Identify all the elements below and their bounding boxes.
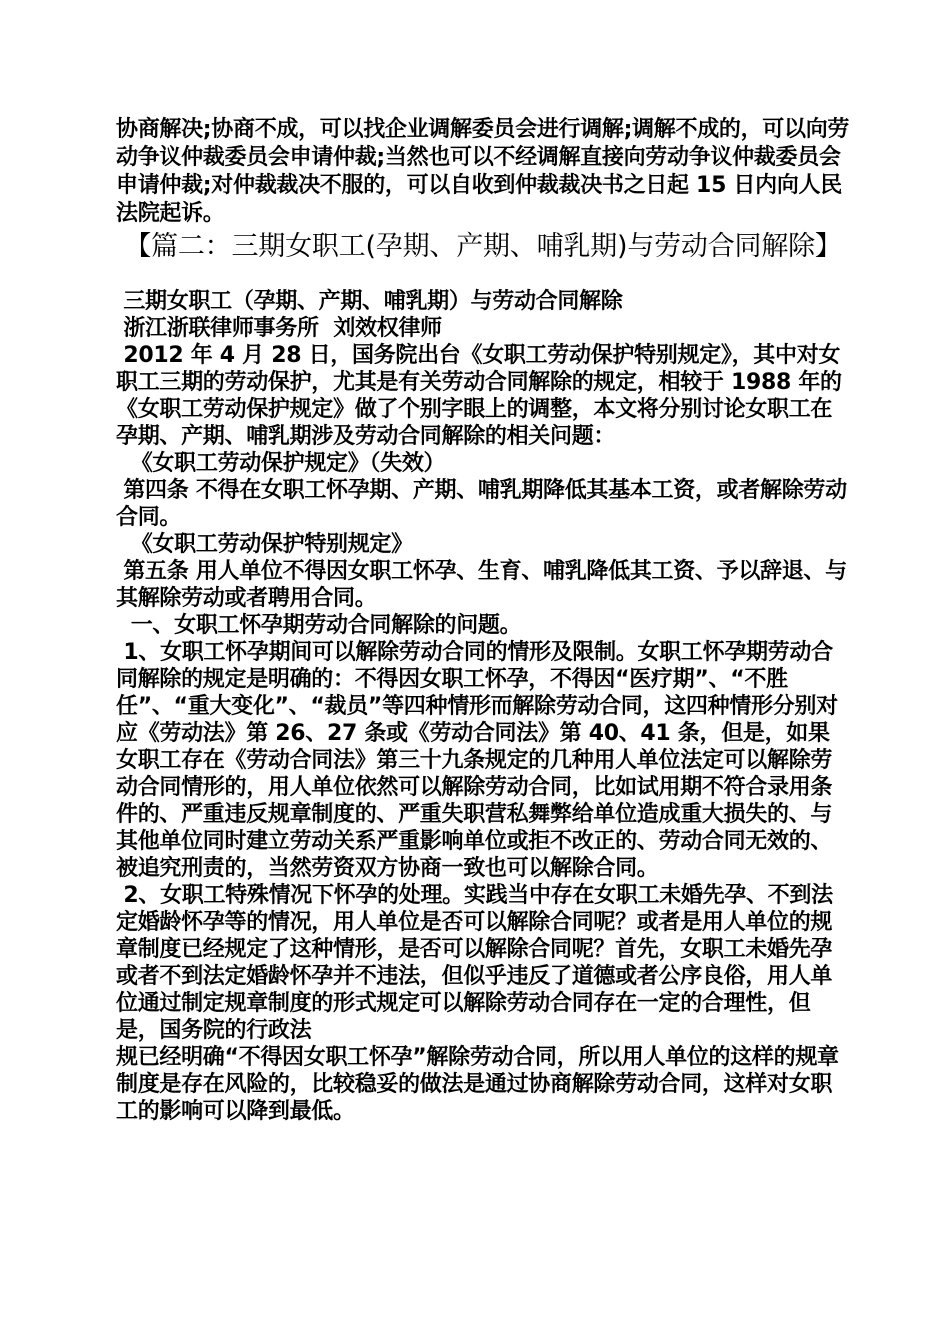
section-one-title: 一、女职工怀孕期劳动合同解除的问题。: [116, 613, 522, 638]
point-one: 1、女职工怀孕期间可以解除劳动合同的情形及限制。女职工怀孕期劳动合同解除的规定是明确的：不得因女职工怀孕，不得因“医疗期”、“不胜任”、“重大变化”、“裁员”等四种情形而解除劳动合同，这四种情形分别对应《劳动法》第 26、27 条或《劳动合同法》第 40、41 条，但是，如果女职工存在《劳动合同法》第三十九条规定的几种用人单位法定可以解除劳动合同情形的，用人单位依然可以解除劳动合同，比如试用期不符合录用条件的、严重违反规章制度的、严重失职营私舞弊给单位造成重大损失的、与其他单位同时建立劳动关系严重影响单位或拒不改正的、劳动合同无效的、被追究刑责的，当然劳资双方协商一致也可以解除合同。: [116, 640, 838, 881]
section-heading: 【篇二：三期女职工(孕期、产期、哺乳期)与劳动合同解除】: [124, 231, 842, 262]
old-regulation-article: 第四条 不得在女职工怀孕期、产期、哺乳期降低其基本工资，或者解除劳动合同。: [116, 478, 847, 530]
spacer: [116, 264, 850, 288]
article-body: [116, 288, 850, 1125]
point-two-part1: 2、女职工特殊情况下怀孕的处理。实践当中存在女职工未婚先孕、不到法定婚龄怀孕等的情况，用人单位是否可以解除合同呢？或者是用人单位的规章制度已经规定了这种情形，是否可以解除合同呢？首先，女职工未婚先孕或者不到法定婚龄怀孕并不违法，但似乎违反了道德或者公序良俗，用人单位通过制定规章制度的形式规定可以解除劳动合同存在一定的合理性，但是，国务院的行政法: [116, 883, 833, 1043]
continuation-paragraph: 协商解决;协商不成，可以找企业调解委员会进行调解;调解不成的，可以向劳动争议仲裁委员会申请仲裁;当然也可以不经调解直接向劳动争议仲裁委员会申请仲裁;对仲裁裁决不服的，可以自收到仲裁裁决书之日起 15 日内向人民法院起诉。: [116, 117, 850, 226]
article-intro: 2012 年 4 月 28 日，国务院出台《女职工劳动保护特别规定》，其中对女职工三期的劳动保护，尤其是有关劳动合同解除的规定，相较于 1988 年的《女职工劳动保护规定》做了个别字眼上的调整，本文将分别讨论女职工在孕期、产期、哺乳期涉及劳动合同解除的相关问题：: [116, 343, 842, 449]
old-regulation-title: 《女职工劳动保护规定》（失效）: [116, 451, 446, 476]
point-two-part2: 规已经明确“不得因女职工怀孕”解除劳动合同，所以用人单位的这样的规章制度是存在风险的，比较稳妥的做法是通过协商解除劳动合同，这样对女职工的影响可以降到最低。: [116, 1045, 839, 1124]
new-regulation-article: 第五条 用人单位不得因女职工怀孕、生育、哺乳降低其工资、予以辞退、与其解除劳动或者聘用合同。: [116, 559, 847, 611]
document-content: [116, 116, 850, 1125]
new-regulation-title: 《女职工劳动保护特别规定》: [116, 532, 413, 557]
continuation-block: [116, 116, 850, 228]
article-author: 浙江浙联律师事务所 刘效权律师: [116, 316, 442, 341]
article-title: 三期女职工（孕期、产期、哺乳期）与劳动合同解除: [116, 289, 623, 314]
